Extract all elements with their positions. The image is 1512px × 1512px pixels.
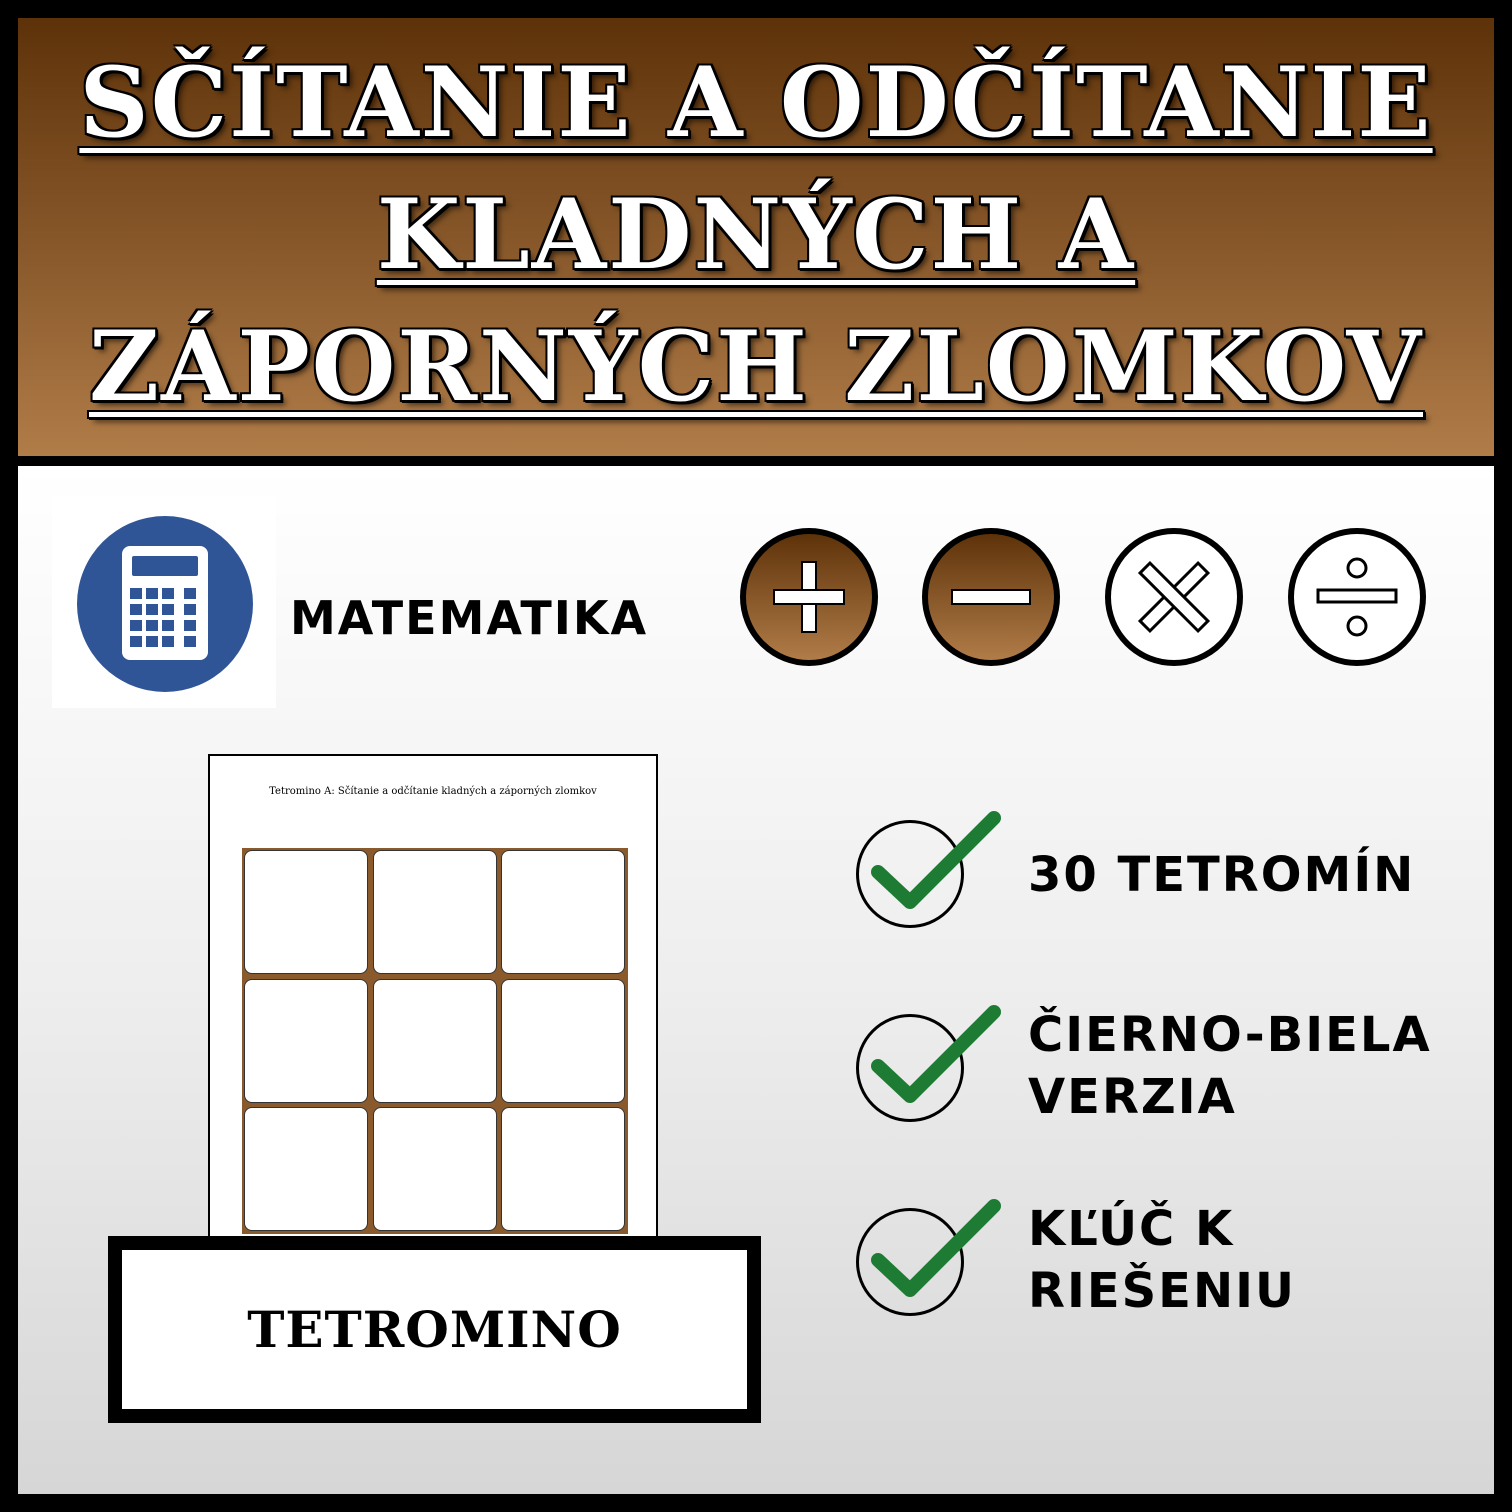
calculator-key [146, 604, 158, 615]
title-line-2: KLADNÝCH A [376, 178, 1136, 291]
calculator-key [130, 620, 142, 631]
calculator-icon [77, 516, 253, 692]
calculator-key [184, 604, 196, 615]
calculator-body [122, 546, 208, 660]
worksheet-preview [208, 754, 658, 1244]
calculator-key [162, 636, 174, 647]
tetromino-tile [373, 850, 497, 974]
multiply-icon [1105, 528, 1243, 666]
calculator-key [130, 604, 142, 615]
calculator-key [184, 620, 196, 631]
feature-text-line-1: KĽÚČ K [1028, 1201, 1235, 1257]
calculator-key [184, 588, 196, 599]
calculator-key [130, 636, 142, 647]
worksheet-title: Tetromino A: Sčítanie a odčítanie kladných a záporných zlomkov [269, 786, 597, 797]
calculator-key [162, 604, 174, 615]
calculator-key [162, 620, 174, 631]
check-icon [866, 810, 1006, 930]
title-line-3: ZÁPORNÝCH ZLOMKOV [88, 310, 1424, 423]
tetromino-tile [501, 979, 625, 1103]
worksheet-label: TETROMINO [247, 1300, 622, 1359]
tetromino-tile [373, 1107, 497, 1231]
calculator-key [146, 588, 158, 599]
title-line-1: SČÍTANIE A ODČÍTANIE [79, 46, 1433, 159]
feature-text-line-1: ČIERNO-BIELA [1028, 1007, 1432, 1063]
feature-text-line-2: VERZIA [1028, 1069, 1237, 1125]
calculator-key [184, 636, 196, 647]
calculator-key [146, 636, 158, 647]
subject-label: MATEMATIKA [290, 591, 649, 645]
worksheet-label-inner [122, 1250, 747, 1409]
check-icon [866, 1004, 1006, 1124]
calculator-key [162, 588, 174, 599]
divide-icon [1288, 528, 1426, 666]
tetromino-tile [244, 1107, 368, 1231]
tetromino-tile [244, 979, 368, 1103]
tetromino-tile [244, 850, 368, 974]
plus-icon [740, 528, 878, 666]
calculator-key [146, 620, 158, 631]
feature-text-line-1: 30 TETROMÍN [1028, 847, 1416, 903]
tetromino-tile [373, 979, 497, 1103]
calculator-key [130, 588, 142, 599]
check-icon [866, 1198, 1006, 1318]
worksheet-label-box [108, 1236, 761, 1423]
tetromino-tile [501, 1107, 625, 1231]
main-panel [18, 466, 1494, 1494]
subject-icon-box [52, 496, 276, 708]
feature-text-line-2: RIEŠENIU [1028, 1263, 1296, 1319]
header-banner [18, 18, 1494, 456]
tetromino-grid [242, 848, 628, 1234]
calculator-screen [132, 556, 198, 576]
minus-icon [922, 528, 1060, 666]
tetromino-tile [501, 850, 625, 974]
